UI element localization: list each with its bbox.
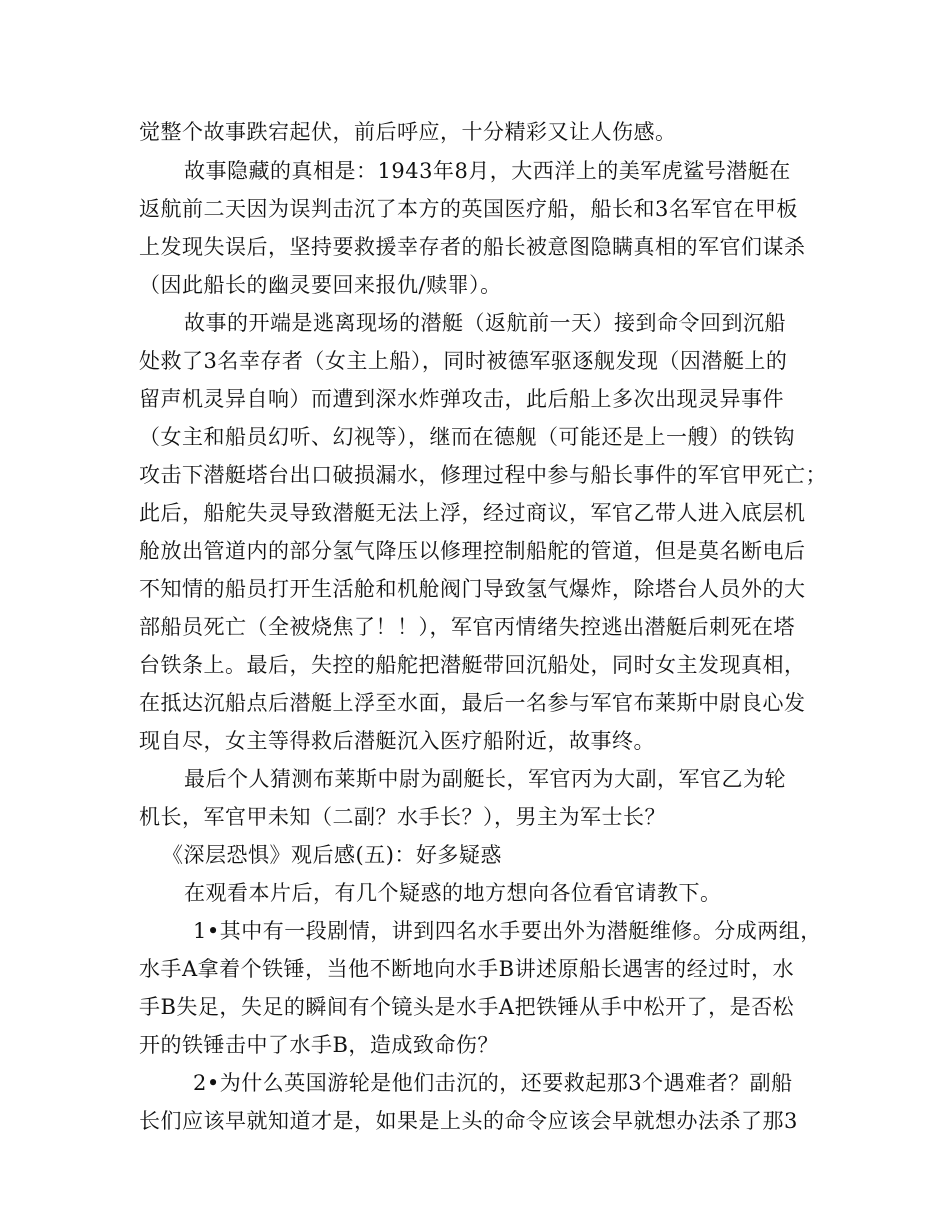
paragraph-line: 在抵达沉船点后潜艇上浮至水面，最后一名参与军官布莱斯中尉良心发	[139, 691, 806, 715]
paragraph-line: 在观看本片后，有几个疑惑的地方想向各位看官请教下。	[184, 881, 722, 905]
paragraph-line: 攻击下潜艇塔台出口破损漏水，修理过程中参与船长事件的军官甲死亡；	[139, 463, 827, 487]
paragraph-line: 台铁条上。最后，失控的船舵把潜艇带回沉船处，同时女主发现真相，	[139, 653, 806, 677]
list-item-line: 手B失足，失足的瞬间有个镜头是水手A把铁锤从手中松开了，是否松	[139, 995, 795, 1019]
paragraph-line: 上发现失误后，坚持要救援幸存者的船长被意图隐瞒真相的军官们谋杀	[139, 235, 806, 259]
paragraph-line: 故事隐藏的真相是：1943年8月，大西洋上的美军虎鲨号潜艇在	[184, 159, 791, 183]
paragraph-line: 留声机灵异自响）而遭到深水炸弹攻击，此后船上多次出现灵异事件	[139, 387, 784, 411]
paragraph-line: 返航前二天因为误判击沉了本方的英国医疗船，船长和3名军官在甲板	[139, 197, 798, 221]
paragraph-line: 舱放出管道内的部分氢气降压以修理控制船舵的管道，但是莫名断电后	[139, 539, 806, 563]
paragraph-line: 机长，军官甲未知（二副？水手长？），男主为军士长？	[139, 805, 666, 829]
list-item-line: 开的铁锤击中了水手B，造成致命伤？	[139, 1033, 499, 1057]
paragraph-line: 觉整个故事跌宕起伏，前后呼应，十分精彩又让人伤感。	[139, 120, 677, 144]
paragraph-line: 部船员死亡（全被烧焦了！！），军官丙情绪失控逃出潜艇后刺死在塔	[139, 615, 795, 639]
paragraph-line: （因此船长的幽灵要回来报仇/赎罪）。	[139, 273, 502, 297]
paragraph-line: 不知情的船员打开生活舱和机舱阀门导致氢气爆炸，除塔台人员外的大	[139, 577, 806, 601]
list-item-line: 2•为什么英国游轮是他们击沉的，还要救起那3个遇难者？副船	[193, 1071, 793, 1095]
paragraph-line: 此后，船舵失灵导致潜艇无法上浮，经过商议，军官乙带人进入底层机	[139, 501, 806, 525]
paragraph-line: 最后个人猜测布莱斯中尉为副艇长，军官丙为大副，军官乙为轮	[184, 767, 786, 791]
paragraph-line: 故事的开端是逃离现场的潜艇（返航前一天）接到命令回到沉船	[184, 311, 786, 335]
list-item-line: 水手A拿着个铁锤，当他不断地向水手B讲述原船长遇害的经过时，水	[139, 957, 795, 981]
paragraph-line: （女主和船员幻听、幻视等），继而在德舰（可能还是上一艘）的铁钩	[139, 425, 795, 449]
list-item-line: 长们应该早就知道才是，如果是上头的命令应该会早就想办法杀了那3	[139, 1109, 798, 1133]
section-heading: 《深层恐惧》观后感(五)：好多疑惑	[162, 843, 502, 867]
list-item-line: 1•其中有一段剧情，讲到四名水手要出外为潜艇维修。分成两组，	[193, 919, 822, 943]
paragraph-line: 处救了3名幸存者（女主上船），同时被德军驱逐舰发现（因潜艇上的	[139, 349, 788, 373]
paragraph-line: 现自尽，女主等得救后潜艇沉入医疗船附近，故事终。	[139, 729, 655, 753]
